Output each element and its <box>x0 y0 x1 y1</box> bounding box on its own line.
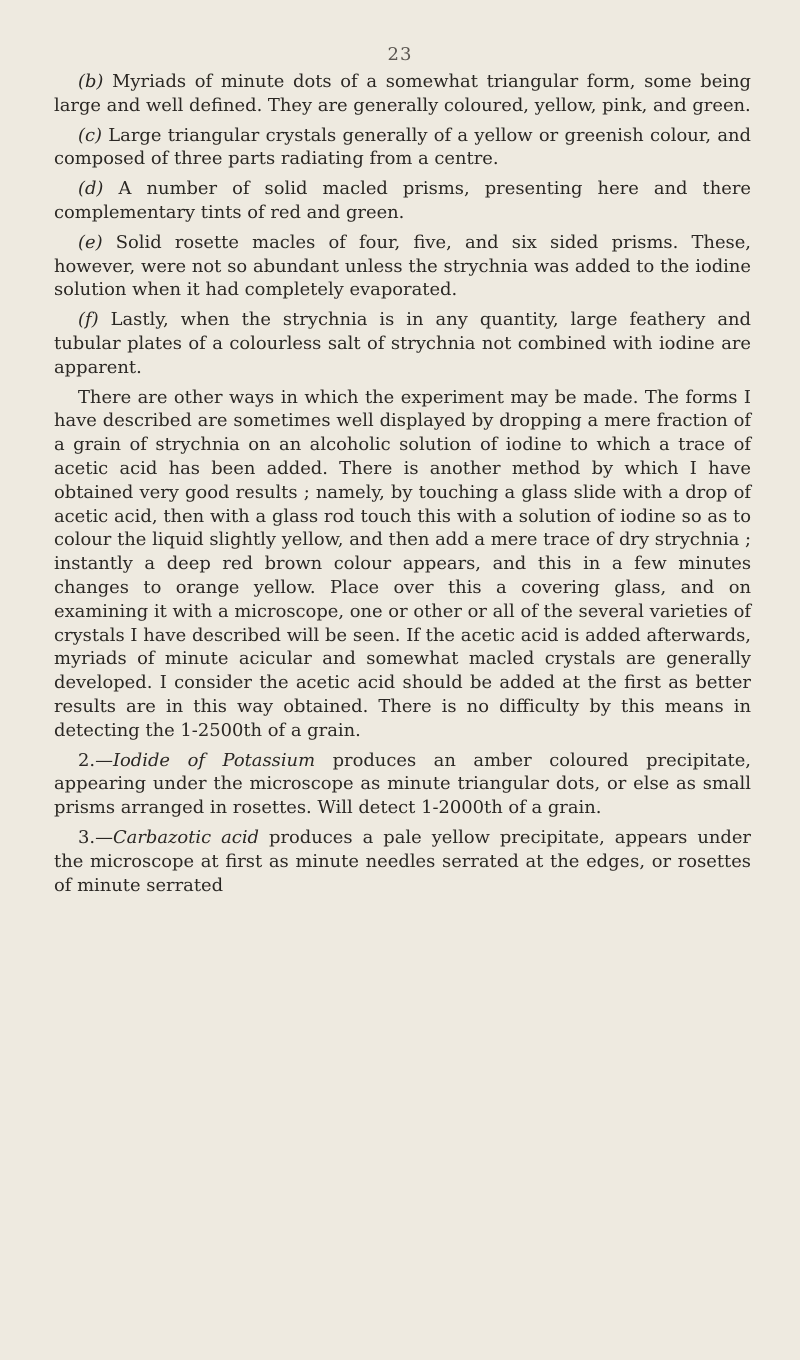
paragraph-text: produces an amber coloured precipitate, appearing under the microscope as minute triangular dots, or else as small prisms arranged in rosettes. Will detect 1-2000th of a grain. <box>54 749 751 819</box>
paragraph-text: produces a pale yellow precipitate, appears under the microscope at first as minute needles serrated at the edges, or rosettes of minute serrated <box>54 826 751 896</box>
paragraph-text: There are other ways in which the experiment may be made. The forms I have described are sometimes well displayed by dropping a mere fraction of a grain of strychnia on an alcoholic solution of iodine to which a trace of acetic acid has been added. There is another method by which I have obtained very good results ; namely, by touching a glass slide with a drop of acetic acid, then with a glass rod touch this with a solution of iodine so as to colour the liquid slightly yellow, and then add a mere trace of dry strychnia ; instantly a deep red brown colour appears, and this in a few minutes changes to orange yellow. Place over this a covering glass, and on examining it with a microscope, one or other or all of the several varieties of crystals I have described will be seen. If the acetic acid is added afterwards, myriads of minute acicular and somewhat macled crystals are generally developed. I consider the acetic acid should be added at the first as better results are in this way obtained. There is no difficulty by this means in detecting the 1-2500th of a grain. <box>54 386 751 741</box>
paragraph-text: Solid rosette macles of four, five, and six sided prisms. These, however, were not so abundant unless the strychnia was added to the iodine solution when it had completely evaporated. <box>54 231 751 301</box>
paragraph-iodide-of-potassium <box>54 749 751 820</box>
paragraph-text: Large triangular crystals generally of a yellow or greenish colour, and composed of three parts radiating from a centre. <box>54 124 751 170</box>
paragraph-c <box>54 124 751 172</box>
list-marker: (b) <box>78 71 104 92</box>
section-number: 2.— <box>78 749 113 771</box>
paragraph-other-ways <box>54 386 751 743</box>
reagent-title: Carbazotic acid <box>112 826 259 848</box>
paragraph-f <box>54 308 751 379</box>
paragraph-d <box>54 177 751 225</box>
list-marker: (d) <box>78 178 104 200</box>
paragraph-carbazotic-acid <box>54 826 751 897</box>
section-number: 3.— <box>78 826 113 848</box>
list-marker: (f) <box>78 309 99 331</box>
paragraph-text: A number of solid macled prisms, presenting here and there complementary tints of red and green. <box>54 178 751 223</box>
paragraph-text: Myriads of minute dots of a somewhat triangular form, some being large and well defined. They are generally coloured, yellow, pink, and green. <box>54 71 751 116</box>
page-number: 23 <box>387 44 413 65</box>
paragraph-b <box>54 70 751 118</box>
paragraph-e <box>54 231 751 302</box>
reagent-title: Iodide of Potassium <box>112 749 316 771</box>
list-marker: (c) <box>78 124 102 146</box>
list-marker: (e) <box>78 231 103 253</box>
paragraph-text: Lastly, when the strychnia is in any quantity, large feathery and tubular plates of a colourless salt of strychnia not combined with iodine are apparent. <box>54 309 751 378</box>
